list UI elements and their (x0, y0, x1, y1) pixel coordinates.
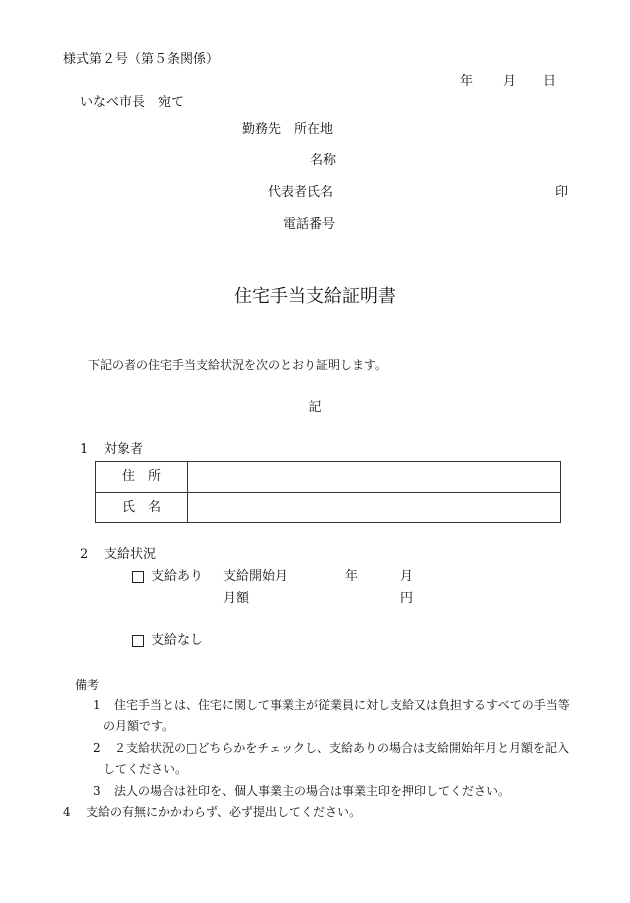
start-month-label: 支給開始月 (223, 569, 289, 584)
note-text: 支給の有無にかかわらず、必ず提出してください。 (86, 805, 362, 819)
table-row-name (96, 492, 560, 523)
note-number: 4 (63, 805, 71, 819)
employer-address-label: 勤務先 所在地 (242, 122, 334, 137)
date-year-label: 年 (460, 74, 474, 89)
note-number: 3 (93, 784, 101, 798)
address-label: 住 所 (96, 462, 188, 492)
note-text: 法人の場合は社印を、個人事業主の場合は事業主印を押印してください。 (114, 784, 511, 798)
monthly-amount-label: 月額 (223, 591, 250, 606)
ki-heading: 記 (308, 400, 322, 415)
section1-number: 1 (80, 442, 89, 457)
remarks-heading: 備考 (75, 678, 100, 692)
paid-option-label: 支給あり (151, 569, 204, 584)
addressee: いなべ市長 宛て (80, 95, 185, 110)
note-text-continued: の月額です。 (103, 719, 175, 733)
name-value-cell (188, 493, 560, 523)
note-text-continued: してください。 (103, 762, 188, 776)
date-day-label: 日 (543, 74, 557, 89)
note-text: ２支給状況の□どちらかをチェックし、支給ありの場合は支給開始年月と月額を記入 (114, 741, 569, 755)
form-number: 様式第２号（第５条関係） (63, 52, 220, 67)
section1-heading: 対象者 (104, 442, 144, 457)
month-unit-label: 月 (400, 569, 414, 584)
employer-name-label: 名称 (310, 153, 337, 168)
unpaid-checkbox (132, 635, 144, 647)
year-unit-label: 年 (345, 569, 359, 584)
name-label: 氏 名 (96, 493, 188, 523)
subject-table (95, 461, 561, 523)
note-number: 2 (93, 741, 101, 755)
representative-name-label: 代表者氏名 (268, 185, 334, 200)
yen-unit-label: 円 (400, 591, 414, 606)
note-number: 1 (93, 698, 101, 712)
section2-heading: 支給状況 (104, 547, 157, 562)
phone-number-label: 電話番号 (283, 217, 336, 232)
document-title: 住宅手当支給証明書 (234, 286, 396, 307)
paid-checkbox (132, 571, 144, 583)
section2-number: 2 (80, 547, 89, 562)
address-value-cell (188, 462, 560, 492)
seal-label: 印 (555, 185, 569, 200)
intro-text: 下記の者の住宅手当支給状況を次のとおり証明します。 (88, 358, 388, 372)
date-month-label: 月 (503, 74, 517, 89)
table-row-address (96, 462, 560, 492)
unpaid-option-label: 支給なし (151, 633, 204, 648)
note-text: 住宅手当とは、住宅に関して事業主が従業員に対し支給又は負担するすべての手当等 (114, 698, 570, 712)
